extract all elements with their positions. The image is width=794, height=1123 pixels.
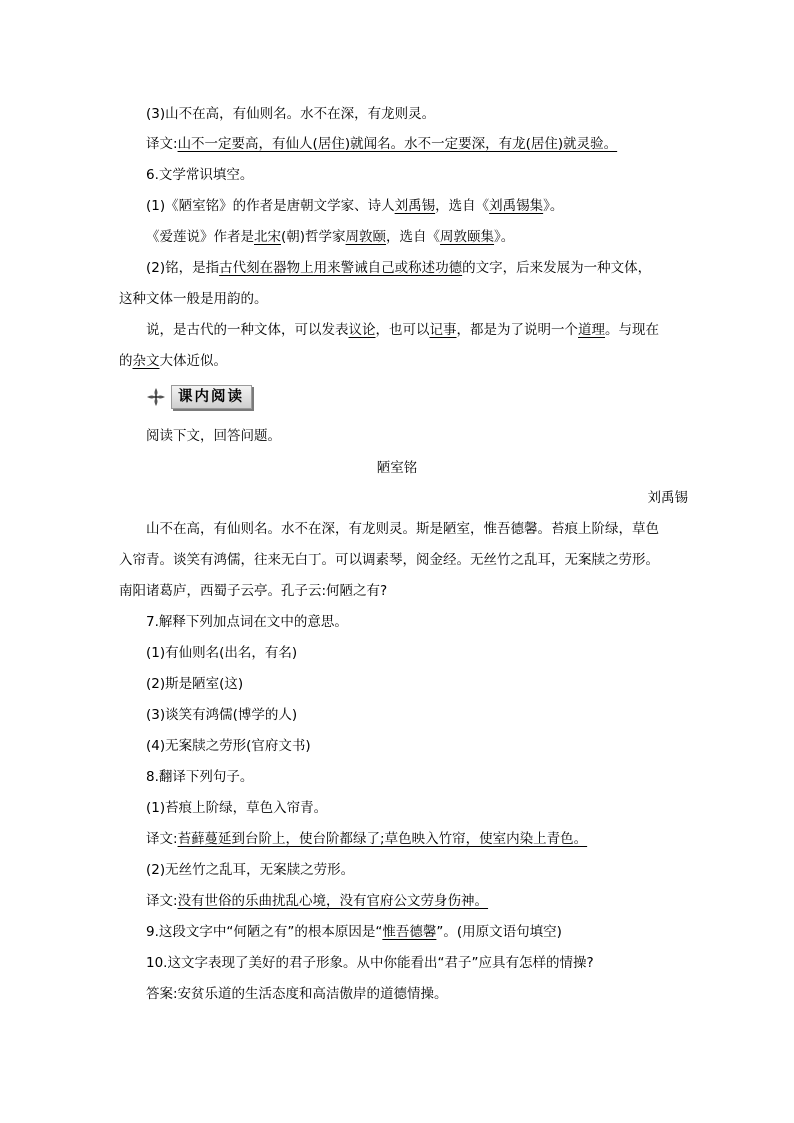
translation-answer: 苔藓蔓延到台阶上，使台阶都绿了;草色映入竹帘，使室内染上青色。 xyxy=(177,831,588,847)
answer-dynasty: 北宋 xyxy=(254,229,281,245)
translation-label: 译文: xyxy=(146,831,178,847)
answer: 议论 xyxy=(348,322,376,338)
text: ，选自《 xyxy=(386,229,441,245)
q9-line xyxy=(146,922,562,942)
q6-line5 xyxy=(146,320,659,340)
text: 《爱莲说》作者是 xyxy=(146,229,254,245)
answer: 道理 xyxy=(578,322,605,338)
q8-translation1 xyxy=(146,829,587,849)
text: (朝)哲学家 xyxy=(281,229,346,245)
answer-definition: 古代刻在器物上用来警诫自己或称述功德 xyxy=(219,260,463,276)
q6-line3 xyxy=(146,258,651,278)
answer: 惟吾德馨 xyxy=(382,924,437,940)
reading-para-line3: 南阳诸葛庐，西蜀子云亭。孔子云:何陋之有? xyxy=(119,583,388,599)
q6-line4: 这种文体一般是用韵的。 xyxy=(119,291,268,307)
text: 的 xyxy=(119,353,133,369)
q8-sentence1: (1)苔痕上阶绿，草色入帘青。 xyxy=(146,800,328,816)
text: 。与现在 xyxy=(605,322,659,338)
translation-answer: 山不一定要高，有仙人(居住)就闻名。水不一定要深，有龙(居住)就灵验。 xyxy=(177,136,618,152)
text: (1)《陋室铭》的作者是唐朝文学家、诗人 xyxy=(146,198,395,214)
reading-title: 陋室铭 xyxy=(376,460,418,476)
translation-label: 译文: xyxy=(146,893,178,909)
q7-heading: 7.解释下列加点词在文中的意思。 xyxy=(146,614,348,630)
q6-line2 xyxy=(146,227,514,247)
q5-item3-translation xyxy=(146,134,617,154)
q6-heading: 6.文学常识填空。 xyxy=(146,167,254,183)
section-header xyxy=(146,384,252,410)
reading-para-line2: 入帘青。谈笑有鸿儒，往来无白丁。可以调素琴，阅金经。无丝竹之乱耳，无案牍之劳形。 xyxy=(119,552,659,568)
q7-item: (4)无案牍之劳形(官府文书) xyxy=(146,738,311,754)
text: 9.这段文字中“何陋之有”的根本原因是“ xyxy=(146,924,383,940)
translation-answer: 没有世俗的乐曲扰乱心境，没有官府公文劳身伤神。 xyxy=(177,893,489,909)
q10-question: 10.这文字表现了美好的君子形象。从中你能看出“君子”应具有怎样的情操? xyxy=(146,955,594,971)
q6-line6 xyxy=(119,351,227,371)
reading-author: 刘禹锡 xyxy=(647,490,688,506)
answer-collection: 周敦颐集 xyxy=(440,229,495,245)
text: (2)铭，是指 xyxy=(146,260,220,276)
answer-collection: 刘禹锡集 xyxy=(489,198,544,214)
text: 》。 xyxy=(543,198,564,214)
q5-item3-line: (3)山不在高，有仙则名。水不在深，有龙则灵。 xyxy=(146,106,436,122)
answer-author: 周敦颐 xyxy=(345,229,387,245)
q8-translation2 xyxy=(146,891,488,911)
reading-para-line1: 山不在高，有仙则名。水不在深，有龙则灵。斯是陋室，惟吾德馨。苔痕上阶绿，草色 xyxy=(146,521,659,537)
q10-answer: 答案:安贫乐道的生活态度和高洁傲岸的道德情操。 xyxy=(146,986,448,1002)
text: ，也可以 xyxy=(375,322,430,338)
text: 的文字，后来发展为一种文体， xyxy=(462,260,652,276)
section-label: 课内阅读 xyxy=(171,385,252,409)
text: ”。(用原文语句填空) xyxy=(436,924,562,940)
text: 大体近似。 xyxy=(159,353,227,369)
q8-heading: 8.翻译下列句子。 xyxy=(146,769,254,785)
q7-item: (2)斯是陋室(这) xyxy=(146,676,244,692)
q8-sentence2: (2)无丝竹之乱耳，无案牍之劳形。 xyxy=(146,862,355,878)
reading-instruction: 阅读下文，回答问题。 xyxy=(146,428,281,444)
text: 说，是古代的一种文体，可以发表 xyxy=(146,322,349,338)
fleur-ornament-icon xyxy=(146,387,166,407)
q7-item: (3)谈笑有鸿儒(博学的人) xyxy=(146,707,298,723)
answer: 记事 xyxy=(429,322,457,338)
q6-line1 xyxy=(146,196,563,216)
answer-author: 刘禹锡 xyxy=(394,198,436,214)
q7-item: (1)有仙则名(出名，有名) xyxy=(146,645,298,661)
translation-label: 译文: xyxy=(146,136,178,152)
text: 》。 xyxy=(494,229,515,245)
text: ，选自《 xyxy=(435,198,490,214)
text: ，都是为了说明一个 xyxy=(456,322,578,338)
answer: 杂文 xyxy=(132,353,160,369)
